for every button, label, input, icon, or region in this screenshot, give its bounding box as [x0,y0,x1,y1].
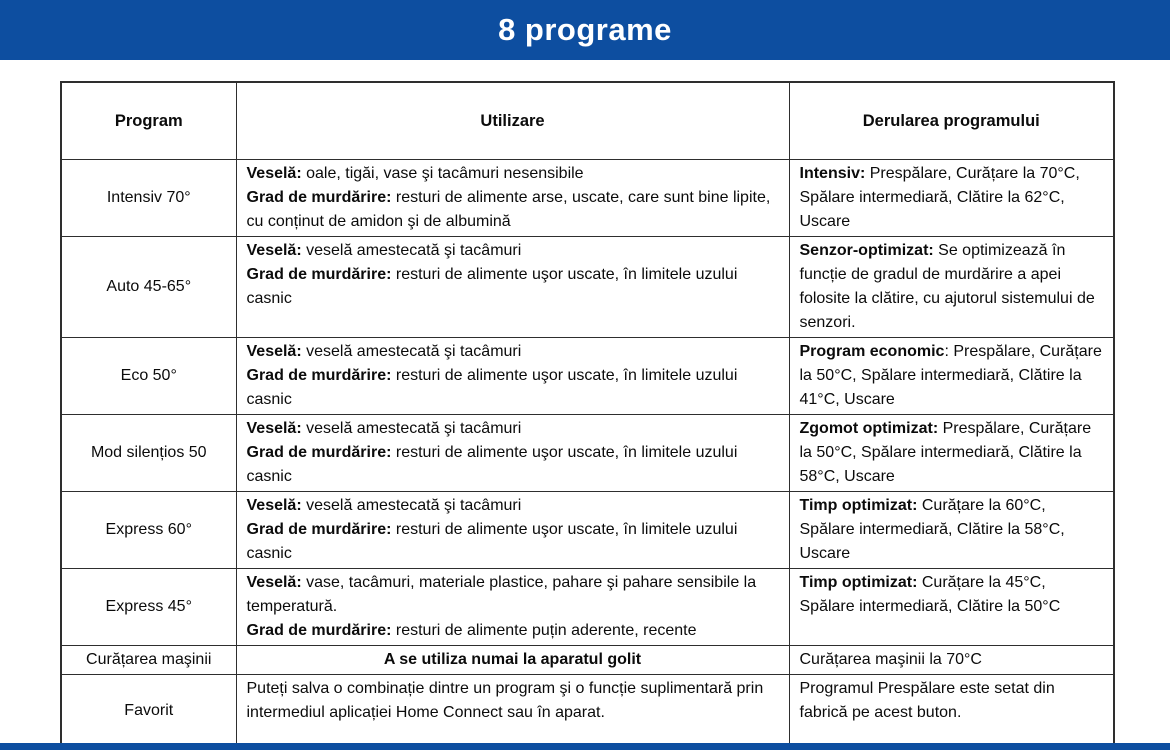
use-vesela-text: veselă amestecată şi tacâmuri [301,241,522,259]
use-cell [236,159,789,236]
use-vesela-label: Veselă: [246,342,302,360]
use-vesela-label: Veselă: [246,241,302,259]
table-row [61,674,1114,748]
program-name: Express 60° [61,491,236,568]
use-vesela-label: Veselă: [246,419,302,437]
flow-label: Program economic [799,342,945,360]
use-vesela-text: veselă amestecată şi tacâmuri [301,496,522,514]
use-vesela-label: Veselă: [246,164,302,182]
use-vesela-label: Veselă: [246,496,302,514]
flow-cell: Programul Prespălare este setat din fabrică pe acest buton. [789,674,1114,748]
program-name: Eco 50° [61,337,236,414]
programs-table-container [60,81,1113,749]
flow-cell [789,159,1114,236]
use-vesela-label: Veselă: [246,573,302,591]
use-grad-label: Grad de murdărire: [246,621,392,639]
use-vesela-line [247,340,781,364]
column-header-program: Program [61,82,236,159]
use-grad-line [247,186,781,234]
use-grad-line [247,263,781,311]
flow-text: Curățare la 45°C, Spălare intermediară, Clătire la 50°C [799,573,1061,615]
flow-label: Timp optimizat: [799,573,918,591]
use-grad-label: Grad de murdărire: [246,188,392,206]
use-grad-text: resturi de alimente arse, uscate, care sunt bine lipite, cu conținut de amidon şi de albumină [246,188,771,230]
table-row [61,645,1114,674]
use-vesela-text: oale, tigăi, vase şi tacâmuri nesensibile [301,164,584,182]
flow-label: Zgomot optimizat: [799,419,939,437]
flow-text: Prespălare, Curățare la 50°C, Spălare intermediară, Clătire la 58°C, Uscare [799,419,1092,485]
use-grad-text: resturi de alimente puțin aderente, recente [391,621,697,639]
table-row [61,568,1114,645]
flow-cell [789,337,1114,414]
title-bar [0,0,1170,60]
flow-label: Senzor-optimizat: [799,241,934,259]
use-vesela-text: veselă amestecată şi tacâmuri [301,419,522,437]
flow-text: Se optimizează în funcție de gradul de murdărire a apei folosite la clătire, cu ajutorul sistemului de senzori. [799,241,1095,331]
table-row [61,414,1114,491]
use-grad-label: Grad de murdărire: [246,520,392,538]
use-vesela-line [247,494,781,518]
flow-label: Timp optimizat: [799,496,918,514]
use-vesela-line [247,162,781,186]
table-row [61,491,1114,568]
table-header-row [61,82,1114,159]
use-cell [236,491,789,568]
use-vesela-text: vase, tacâmuri, materiale plastice, pahare şi pahare sensibile la temperatură. [246,573,757,615]
use-grad-text: resturi de alimente uşor uscate, în limitele uzului casnic [246,520,738,562]
program-name: Favorit [61,674,236,748]
use-vesela-line [247,239,781,263]
flow-cell [789,414,1114,491]
use-vesela-line [247,571,781,619]
flow-text: Prespălare, Curățare la 70°C, Spălare intermediară, Clătire la 62°C, Uscare [799,164,1080,230]
use-cell: Puteți salva o combinație dintre un program şi o funcție suplimentară prin intermediul aplicației Home Connect sau în aparat. [236,674,789,748]
program-name: Intensiv 70° [61,159,236,236]
table-row [61,236,1114,337]
use-grad-text: resturi de alimente uşor uscate, în limitele uzului casnic [246,443,738,485]
use-grad-label: Grad de murdărire: [246,265,392,283]
use-grad-text: resturi de alimente uşor uscate, în limitele uzului casnic [246,265,738,307]
use-cell: A se utiliza numai la aparatul golit [236,645,789,674]
flow-cell [789,568,1114,645]
flow-text: : Prespălare, Curățare la 50°C, Spălare intermediară, Clătire la 41°C, Uscare [799,342,1102,408]
use-grad-line [247,441,781,489]
use-vesela-line [247,417,781,441]
flow-text: Curățare la 60°C, Spălare intermediară, Clătire la 58°C, Uscare [799,496,1065,562]
use-grad-line [247,619,781,643]
use-grad-label: Grad de murdărire: [246,443,392,461]
page-title: 8 programe [498,12,672,47]
use-grad-label: Grad de murdărire: [246,366,392,384]
flow-label: Intensiv: [799,164,866,182]
use-vesela-text: veselă amestecată şi tacâmuri [301,342,522,360]
program-name: Mod silențios 50 [61,414,236,491]
column-header-derularea: Derularea programului [789,82,1114,159]
use-cell [236,236,789,337]
table-row [61,159,1114,236]
footer-accent-bar [0,743,1170,750]
flow-cell: Curățarea maşinii la 70°C [789,645,1114,674]
use-grad-line [247,518,781,566]
use-cell [236,568,789,645]
flow-cell [789,236,1114,337]
program-name: Express 45° [61,568,236,645]
use-grad-text: resturi de alimente uşor uscate, în limitele uzului casnic [246,366,738,408]
column-header-utilizare: Utilizare [236,82,789,159]
program-name: Curățarea maşinii [61,645,236,674]
flow-cell [789,491,1114,568]
use-grad-line [247,364,781,412]
table-row [61,337,1114,414]
program-name: Auto 45-65° [61,236,236,337]
programs-table [60,81,1115,749]
use-cell [236,337,789,414]
use-cell [236,414,789,491]
